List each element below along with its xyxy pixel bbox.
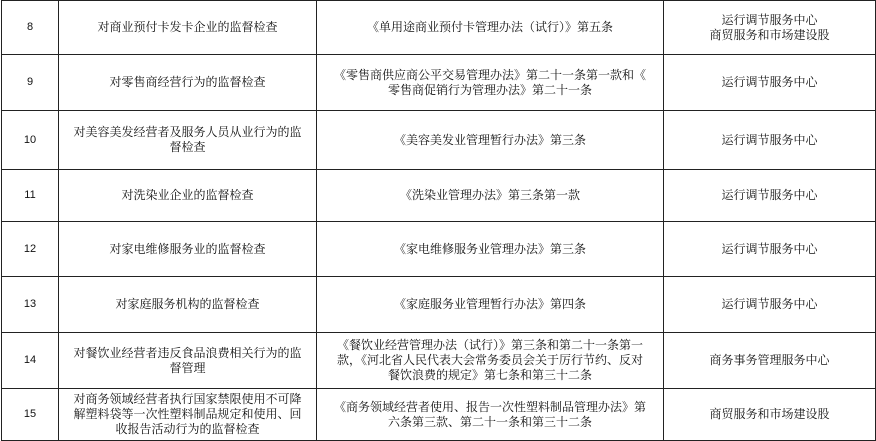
responsible-department (664, 277, 876, 333)
inspection-item (59, 333, 317, 389)
legal-basis-line: 《单用途商业预付卡管理办法（试行）》第五条 (366, 20, 613, 34)
inspection-item (59, 277, 317, 333)
inspection-item (59, 1, 317, 55)
row-number: 10 (2, 111, 59, 170)
legal-basis (317, 277, 664, 333)
row-number: 11 (2, 170, 59, 222)
inspection-item-line: 对洗染业企业的监督检查 (121, 188, 254, 202)
responsible-department-line: 运行调节服务中心 (721, 132, 818, 147)
legal-basis (317, 111, 664, 170)
legal-basis (317, 1, 664, 55)
inspection-item-line: 对商务领域经营者执行国家禁限使用不可降 (73, 392, 302, 406)
legal-basis-line: 《餐饮业经营管理办法（试行）》第三条和第二十一条第一 (336, 338, 643, 352)
table-row (2, 333, 876, 389)
row-number: 14 (2, 333, 59, 389)
legal-basis-line: 《美容美发业管理暂行办法》第三条 (393, 132, 586, 147)
responsible-department-line: 商贸服务和市场建设股 (709, 407, 830, 421)
table-row (2, 1, 876, 55)
row-number: 15 (2, 389, 59, 441)
legal-basis-line: 零售商促销行为管理办法》第二十一条 (387, 82, 592, 97)
table-row (2, 389, 876, 441)
responsible-department (664, 389, 876, 441)
responsible-department-line: 运行调节服务中心 (721, 297, 818, 311)
inspection-item (59, 170, 317, 222)
responsible-department (664, 222, 876, 277)
inspection-item-line: 收报告活动行为的监督检查 (115, 422, 260, 436)
table-row (2, 277, 876, 333)
row-number: 8 (2, 1, 59, 55)
inspection-item-line: 对餐饮业经营者违反食品浪费相关行为的监 (73, 345, 302, 360)
row-number: 9 (2, 55, 59, 111)
legal-basis-line: 《洗染业管理办法》第三条第一款 (399, 188, 580, 202)
responsible-department (664, 1, 876, 55)
responsible-department-line: 商贸服务和市场建设股 (709, 27, 830, 42)
row-number: 12 (2, 222, 59, 277)
supervision-items-table (1, 0, 876, 441)
legal-basis (317, 389, 664, 441)
responsible-department-line: 运行调节服务中心 (721, 75, 818, 89)
inspection-item (59, 111, 317, 170)
inspection-item (59, 222, 317, 277)
table-row (2, 55, 876, 111)
responsible-department (664, 55, 876, 111)
responsible-department (664, 170, 876, 222)
legal-basis (317, 170, 664, 222)
inspection-item-line: 对家电维修服务业的监督检查 (109, 241, 266, 256)
inspection-item-line: 对零售商经营行为的监督检查 (109, 75, 266, 89)
responsible-department-line: 运行调节服务中心 (721, 241, 818, 256)
legal-basis-line: 六条第三款、第二十一条和第三十二条 (387, 414, 592, 429)
responsible-department (664, 111, 876, 170)
legal-basis-line: 《商务领域经营者使用、报告一次性塑料制品管理办法》第 (333, 399, 646, 414)
table-row (2, 222, 876, 277)
row-number: 13 (2, 277, 59, 333)
inspection-item (59, 55, 317, 111)
inspection-item-line: 对家庭服务机构的监督检查 (115, 297, 260, 311)
inspection-item-line: 督检查 (169, 140, 206, 154)
responsible-department-line: 运行调节服务中心 (721, 12, 818, 27)
inspection-item-line: 对商业预付卡发卡企业的监督检查 (97, 20, 278, 34)
responsible-department (664, 333, 876, 389)
inspection-item-line: 督管理 (169, 360, 206, 375)
legal-basis-line: 款，《河北省人民代表大会常务委员会关于厉行节约、反对 (336, 353, 643, 367)
legal-basis (317, 222, 664, 277)
legal-basis-line: 《家庭服务业管理暂行办法》第四条 (393, 297, 586, 311)
responsible-department-line: 运行调节服务中心 (721, 188, 818, 202)
legal-basis-line: 《零售商供应商公平交易管理办法》第二十一条第一款和《 (333, 67, 646, 82)
inspection-item-line: 对美容美发经营者及服务人员从业行为的监 (73, 125, 302, 139)
legal-basis (317, 55, 664, 111)
legal-basis-line: 餐饮浪费的规定》第七条和第三十二条 (387, 368, 592, 382)
inspection-item (59, 389, 317, 441)
inspection-item-line: 解塑料袋等一次性塑料制品规定和使用、回 (73, 407, 302, 421)
responsible-department-line: 商务事务管理服务中心 (709, 353, 830, 367)
legal-basis-line: 《家电维修服务业管理办法》第三条 (393, 241, 586, 256)
table-row (2, 111, 876, 170)
table-row (2, 170, 876, 222)
legal-basis (317, 333, 664, 389)
